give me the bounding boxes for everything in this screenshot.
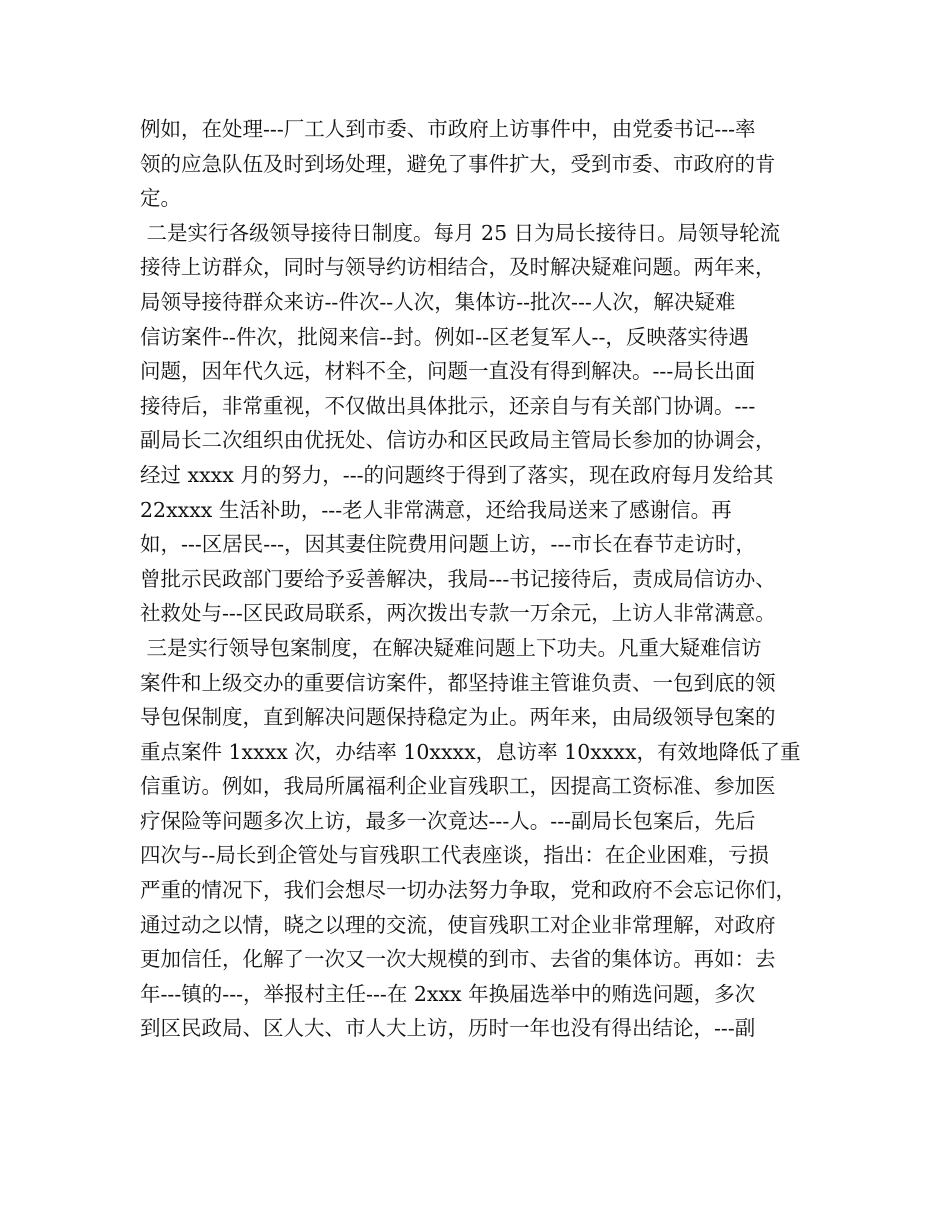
text-line: 年---镇的---，举报村主任---在 2xxx 年换届选举中的贿选问题，多次 <box>140 981 756 1006</box>
text-line: 接待后，非常重视，不仅做出具体批示，还亲自与有关部门协调。--- <box>140 393 756 418</box>
text-line: 二是实行各级领导接待日制度。每月 25 日为局长接待日。局领导轮流 <box>140 220 781 245</box>
text-line: 信重访。例如，我局所属福利企业盲残职工，因提高工资标准、参加医 <box>140 774 776 799</box>
text-line: 到区民政局、区人大、市人大上访，历时一年也没有得出结论，---副 <box>140 1016 756 1041</box>
text-line: 重点案件 1xxxx 次，办结率 10xxxx，息访率 10xxxx，有效地降低了重 <box>140 739 801 764</box>
text-line: 局领导接待群众来访--件次--人次，集体访--批次---人次，解决疑难 <box>140 289 736 314</box>
text-line: 更加信任，化解了一次又一次大规模的到市、去省的集体访。再如：去 <box>140 947 776 972</box>
text-line: 信访案件--件次，批阅来信--封。例如--区老复军人--，反映落实待遇 <box>140 324 749 349</box>
text-line: 三是实行领导包案制度，在解决疑难问题上下功夫。凡重大疑难信访 <box>140 635 762 660</box>
text-line: 四次与--局长到企管处与盲残职工代表座谈，指出：在企业困难，亏损 <box>140 843 769 868</box>
text-line: 定。 <box>140 186 181 211</box>
text-line: 问题，因年代久远，材料不全，问题一直没有得到解决。---局长出面 <box>140 359 756 384</box>
text-line: 22xxxx 生活补助，---老人非常满意，还给我局送来了感谢信。再 <box>140 497 732 522</box>
text-line: 社救处与---区民政局联系，两次拨出专款一万余元，上访人非常满意。 <box>140 601 776 626</box>
text-line: 通过动之以情，晓之以理的交流，使盲残职工对企业非常理解，对政府 <box>140 912 776 937</box>
text-line: 严重的情况下，我们会想尽一切办法努力争取，党和政府不会忘记你们， <box>140 878 796 903</box>
text-line: 案件和上级交办的重要信访案件，都坚持谁主管谁负责、一包到底的领 <box>140 670 776 695</box>
text-line: 例如，在处理---厂工人到市委、市政府上访事件中，由党委书记---率 <box>140 117 756 141</box>
text-line: 如，---区居民---，因其妻住院费用问题上访，---市长在春节走访时， <box>140 532 756 557</box>
text-line: 领的应急队伍及时到场处理，避免了事件扩大，受到市委、市政府的肯 <box>140 151 776 176</box>
text-line: 经过 xxxx 月的努力，---的问题终于得到了落实，现在政府每月发给其 <box>140 462 774 487</box>
text-line: 导包保制度，直到解决问题保持稳定为止。两年来，由局级领导包案的 <box>140 705 776 730</box>
text-line: 接待上访群众，同时与领导约访相结合，及时解决疑难问题。两年来， <box>140 255 776 280</box>
body-text <box>140 112 830 1046</box>
text-line: 疗保险等问题多次上访，最多一次竟达---人。---副局长包案后，先后 <box>140 808 756 833</box>
text-line: 副局长二次组织由优抚处、信访办和区民政局主管局长参加的协调会， <box>140 428 776 453</box>
text-line: 曾批示民政部门要给予妥善解决，我局---书记接待后，责成局信访办、 <box>140 566 776 591</box>
